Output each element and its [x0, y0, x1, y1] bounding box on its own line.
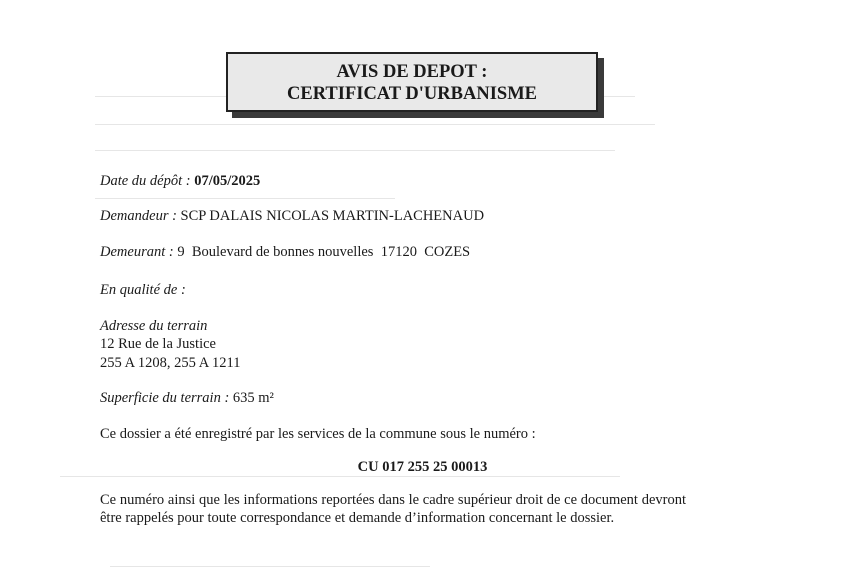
- deposit-date-label: Date du dépôt :: [100, 173, 191, 189]
- residence-row: [100, 244, 470, 261]
- page-title-box: [226, 52, 598, 112]
- bleed-through-mark: [95, 124, 655, 125]
- applicant-value: SCP DALAIS NICOLAS MARTIN-LACHENAUD: [180, 208, 485, 224]
- site-address-label-text: Adresse du terrain: [100, 318, 208, 334]
- site-area-label: Superficie du terrain :: [100, 390, 230, 406]
- site-parcels: 255 A 1208, 255 A 1211: [100, 355, 241, 371]
- capacity-label: En qualité de :: [100, 282, 186, 298]
- site-area-value: 635 m²: [232, 390, 274, 406]
- site-address-label: [100, 318, 207, 335]
- page-title-line-2: CERTIFICAT D'URBANISME: [287, 84, 537, 104]
- dossier-number: CU 017 255 25 00013: [357, 459, 488, 475]
- bleed-through-mark: [60, 476, 620, 477]
- bleed-through-mark: [95, 150, 615, 151]
- registration-text: Ce dossier a été enregistré par les services de la commune sous le numéro :: [100, 426, 536, 442]
- site-area-row: [100, 390, 274, 407]
- applicant-label: Demandeur :: [100, 208, 177, 224]
- capacity-row: [100, 282, 186, 299]
- residence-label: Demeurant :: [100, 244, 174, 260]
- deposit-date-row: [100, 173, 260, 190]
- page-title-line-1: AVIS DE DEPOT :: [336, 62, 488, 82]
- residence-value: 9 Boulevard de bonnes nouvelles 17120 COZES: [177, 244, 471, 260]
- notice-paragraph: Ce numéro ainsi que les informations reportées dans le cadre supérieur droit de ce document devront être rappelés pour toute correspondance et demande d’information concernant le dossier.: [100, 492, 686, 526]
- applicant-row: [100, 208, 484, 225]
- bleed-through-mark: [110, 566, 430, 567]
- site-address-street: 12 Rue de la Justice: [100, 336, 216, 352]
- deposit-date-value: 07/05/2025: [194, 173, 261, 189]
- bleed-through-mark: [95, 198, 395, 199]
